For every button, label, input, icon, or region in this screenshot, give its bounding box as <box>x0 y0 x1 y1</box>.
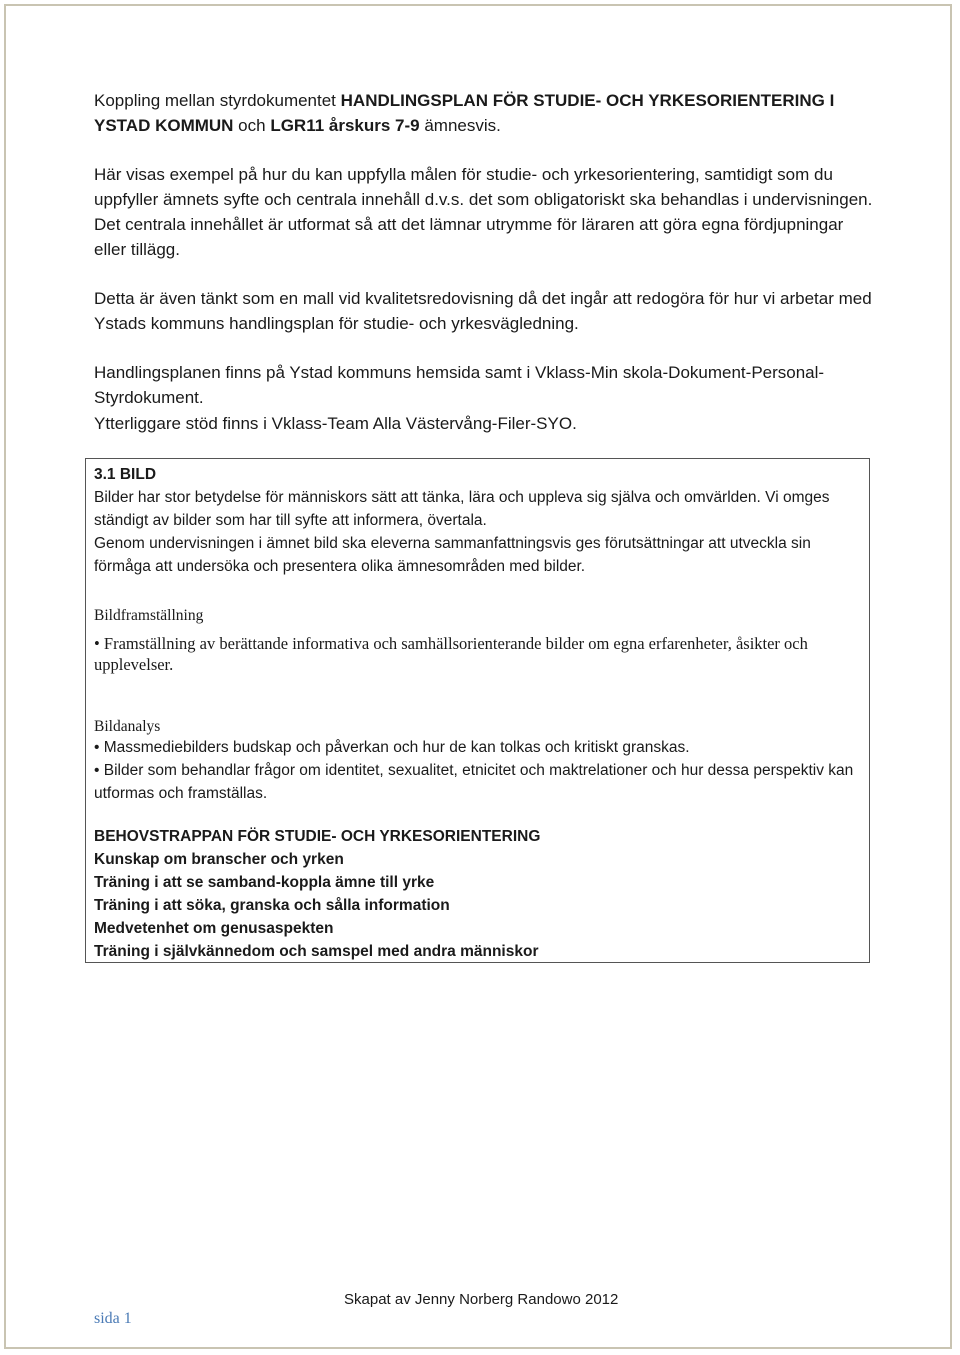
behovstrappan-heading: BEHOVSTRAPPAN FÖR STUDIE- OCH YRKESORIENTERING <box>94 828 541 845</box>
subheading-bildframstallning: Bildframställning <box>94 607 204 624</box>
behovstrappan-step: Medvetenhet om genusaspekten <box>94 920 334 937</box>
behovstrappan-step: Kunskap om branscher och yrken <box>94 851 344 868</box>
intro-heading-conj: och <box>233 116 271 135</box>
content-item-bildframstallning: • Framställning av berättande informativa och samhällsorienterande bilder om egna erfarenheter, åsikter och upplevelser. <box>94 634 808 674</box>
subheading-bildanalys: Bildanalys <box>94 718 161 735</box>
intro-paragraph-support <box>94 411 874 436</box>
behovstrappan-step: Träning i självkännedom och samspel med andra människor <box>94 943 539 960</box>
footer-credit: Skapat av Jenny Norberg Randowo 2012 <box>344 1291 619 1308</box>
subject-aim-text: Genom undervisningen i ämnet bild ska eleverna sammanfattningsvis ges förutsättningar att utveckla sin förmåga att undersöka och presentera olika ämnesområden med bilder. <box>94 535 811 575</box>
subject-aim <box>94 532 864 578</box>
subject-box <box>85 458 870 963</box>
behovstrappan-step: Träning i att söka, granska och sålla information <box>94 897 450 914</box>
intro-paragraph-location-text: Handlingsplanen finns på Ystad kommuns hemsida samt i Vklass-Min skola-Dokument-Personal-Styrdokument. <box>94 363 825 407</box>
intro-paragraph-location <box>94 360 874 410</box>
bildanalys-list <box>94 736 864 805</box>
intro-paragraph-part1: Här visas exempel på hur du kan uppfylla målen för studie- och yrkesorientering, samtidigt som du uppfyller ämnets syfte och centrala innehåll d.v.s. det som obligatoriskt ska behandlas i undervisningen. <box>94 165 873 209</box>
subject-intro-text: Bilder har stor betydelse för människors sätt att tänka, lära och uppleva sig själva och omvärlden. Vi omges ständigt av bilder som har till syfte att informera, övertala. <box>94 489 830 529</box>
plan-title: HANDLINGSPLAN FÖR STUDIE- OCH YRKESORIENTERING I YSTAD KOMMUN <box>94 91 835 135</box>
intro-heading-prefix: Koppling mellan styrdokumentet <box>94 91 341 110</box>
behovstrappan <box>94 825 864 963</box>
intro-paragraph-quality <box>94 286 874 336</box>
intro-paragraph-purpose <box>94 162 874 262</box>
list-item: • Massmediebilders budskap och påverkan och hur de kan tolkas och kritiskt granskas. <box>94 739 690 756</box>
subject-title: 3.1 BILD <box>94 466 157 483</box>
intro-paragraph-support-text: Ytterliggare stöd finns i Vklass-Team Alla Västervång-Filer-SYO. <box>94 414 577 433</box>
curriculum-title: LGR11 årskurs 7-9 <box>270 116 420 135</box>
intro-heading <box>94 88 874 138</box>
intro-paragraph-quality-text: Detta är även tänkt som en mall vid kvalitetsredovisning då det ingår att redogöra för hur vi arbetar med Ystads kommuns handlingsplan för studie- och yrkesvägledning. <box>94 289 872 333</box>
behovstrappan-step: Träning i att se samband-koppla ämne till yrke <box>94 874 435 891</box>
intro-paragraph-part2: Det centrala innehållet är utformat så att det lämnar utrymme för läraren att göra egna fördjupningar eller tillägg. <box>94 215 844 259</box>
list-item: • Bilder som behandlar frågor om identitet, sexualitet, etnicitet och maktrelationer och hur dessa perspektiv kan utformas och framställas. <box>94 762 854 802</box>
subject-intro <box>94 486 864 532</box>
page-number: sida 1 <box>94 1310 132 1327</box>
intro-heading-suffix: ämnesvis. <box>419 116 501 135</box>
